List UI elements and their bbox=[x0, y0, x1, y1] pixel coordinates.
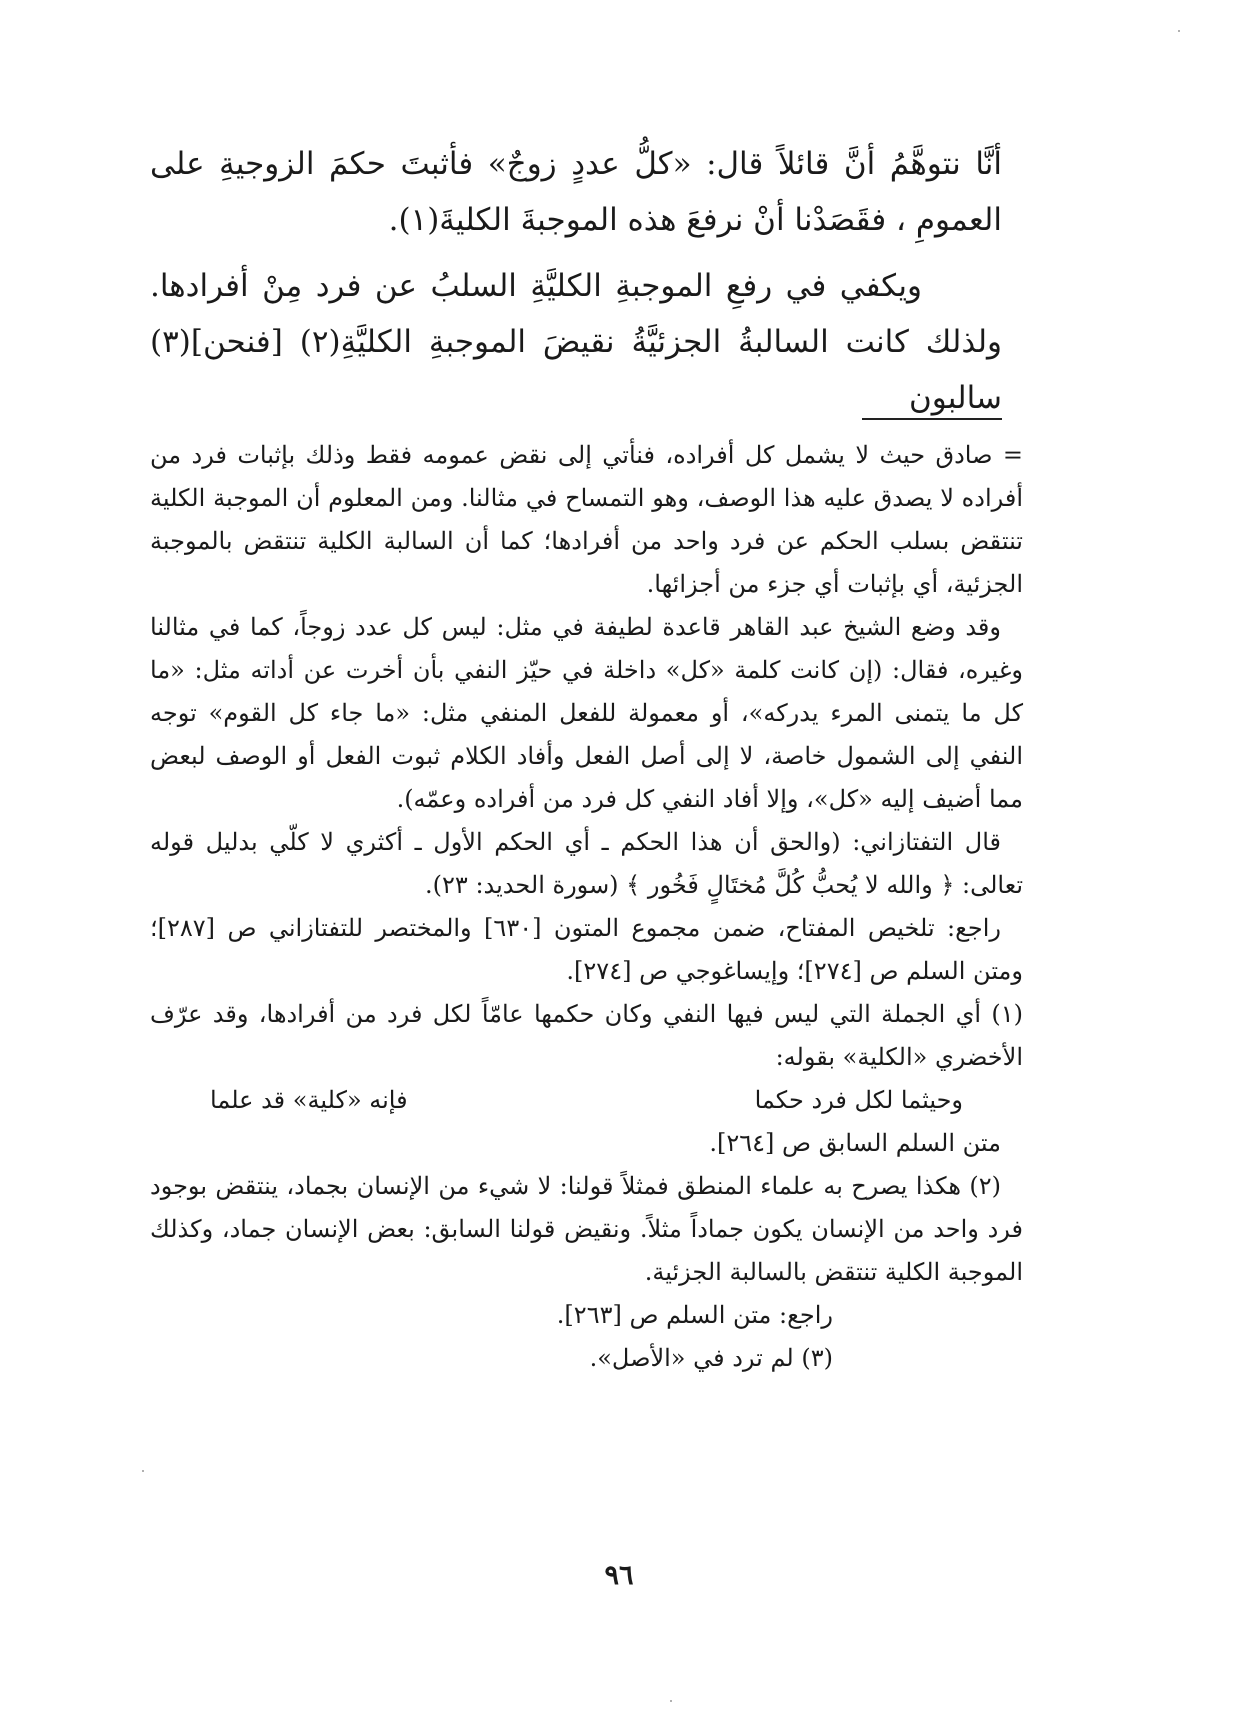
footnote-separator bbox=[862, 418, 1002, 420]
footnote-taftazani: قال التفتازاني: (والحق أن هذا الحكم ـ أي الحكم الأول ـ أكثري لا كلّي بدليل قوله تعالى: ﴿ والله لا يُحبُّ كُلَّ مُختَالٍ فَخُور ﴾ (سورة الحديد: ٢٣). bbox=[150, 828, 1023, 899]
footnote-reference-2: راجع: متن السلم ص [٢٦٣]. bbox=[556, 1301, 833, 1329]
poem-verse bbox=[150, 1079, 1023, 1122]
footnotes bbox=[150, 434, 1023, 1380]
scan-speck bbox=[142, 1470, 144, 1472]
footnote-3: (٣) لم ترد في «الأصل». bbox=[589, 1344, 833, 1372]
main-paragraph-1: أنَّا نتوهَّمُ أنَّ قائلاً قال: «كلُّ عددٍ زوجٌ» فأثبتَ حكمَ الزوجيةِ على العمومِ ، فقَصَدْنا أنْ نرفعَ هذه الموجبةَ الكليةَ(١). bbox=[150, 146, 1002, 238]
main-paragraph-2: ويكفي في رفعِ الموجبةِ الكليَّةِ السلبُ عن فرد مِنْ أفرادها. ولذلك كانت السالبةُ الجزئيَّةُ نقيضَ الموجبةِ الكليَّةِ(٢) [فنحن](٣) سالبون bbox=[150, 268, 1003, 416]
verse-first-hemistich: وحيثما لكل فرد حكما bbox=[754, 1086, 963, 1114]
scan-speck bbox=[1178, 30, 1180, 32]
main-text bbox=[150, 136, 1002, 426]
footnote-reference-1: راجع: تلخيص المفتاح، ضمن مجموع المتون [٦٣٠] والمختصر للتفتازاني ص [٢٨٧]؛ ومتن السلم ص [٢٧٤]؛ وإيساغوجي ص [٢٧٤]. bbox=[150, 914, 1023, 985]
footnote-jurjani: وقد وضع الشيخ عبد القاهر قاعدة لطيفة في مثل: ليس كل عدد زوجاً، كما في مثالنا وغيره، فقال: (إن كانت كلمة «كل» داخلة في حيّز النفي بأن أخرت عن أداته مثل: «ما كل ما يتمنى المرء يدركه»، أو معمولة للفعل المنفي مثل: «ما جاء كل القوم» توجه النفي إلى الشمول خاصة، لا إلى أصل الفعل وأفاد الكلام ثبوت الفعل أو الوصف لبعض مما أضيف إليه «كل»، وإلا أفاد النفي كل فرد من أفراده وعمّه). bbox=[150, 613, 1024, 813]
footnote-1: (١) أي الجملة التي ليس فيها النفي وكان حكمها عامّاً لكل فرد من أفرادها، وقد عرّف الأخضري «الكلية» بقوله: bbox=[150, 1000, 1023, 1071]
footnote-2: (٢) هكذا يصرح به علماء المنطق فمثلاً قولنا: لا شيء من الإنسان بجماد، ينتقض بوجود فرد واحد من الإنسان يكون جماداً مثلاً. ونقيض قولنا السابق: بعض الإنسان جماد، وكذلك الموجبة الكلية تنتقض بالسالبة الجزئية. bbox=[150, 1172, 1023, 1286]
verse-second-hemistich: فإنه «كلية» قد علما bbox=[210, 1086, 408, 1114]
page-number: ٩٦ bbox=[604, 1560, 634, 1591]
scan-speck bbox=[670, 1700, 672, 1702]
verse-source: متن السلم السابق ص [٢٦٤]. bbox=[709, 1129, 1001, 1157]
footnote-continuation: = صادق حيث لا يشمل كل أفراده، فنأتي إلى نقض عمومه فقط وذلك بإثبات فرد من أفراده لا يصدق عليه هذا الوصف، وهو التمساح في مثالنا. ومن المعلوم أن الموجبة الكلية تنتقض بسلب الحكم عن فرد واحد من أفرادها؛ كما أن السالبة الكلية تنتقض بالموجبة الجزئية، أي بإثبات أي جزء من أجزائها. bbox=[150, 441, 1023, 598]
